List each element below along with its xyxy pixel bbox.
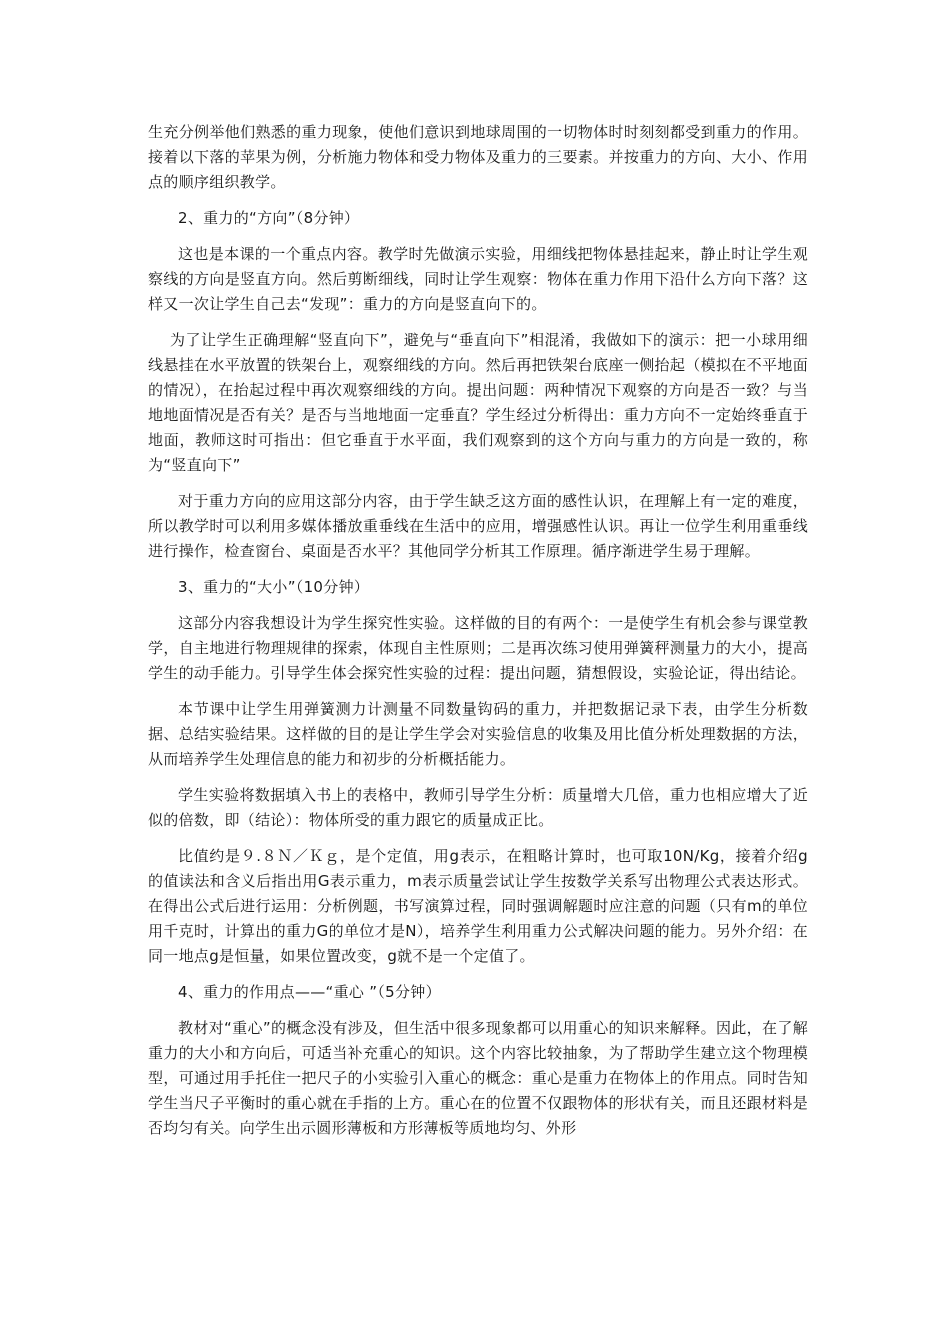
document-body [148,120,808,1152]
section-heading-direction: 2、重力的“方向”（8分钟） [178,209,360,227]
paragraph-data-analysis: 学生实验将数据填入书上的表格中，教师引导学生分析：质量增大几倍，重力也相应增大了近似的倍数，即（结论）：物体所受的重力跟它的质量成正比。 [148,786,808,829]
paragraph-plumb-line: 对于重力方向的应用这部分内容，由于学生缺乏这方面的感性认识，在理解上有一定的难度，所以教学时可以利用多媒体播放重垂线在生活中的应用，增强感性认识。再让一位学生利用重垂线进行操作，检查窗台、桌面是否水平？其他同学分析其工作原理。循序渐进学生易于理解。 [148,492,808,560]
paragraph-vertical-down: 为了让学生正确理解“竖直向下”，避免与“垂直向下”相混淆，我做如下的演示：把一小球用细线悬挂在水平放置的铁架台上，观察细线的方向。然后再把铁架台底座一侧抬起（模拟在不平地面的情况），在抬起过程中再次观察细线的方向。提出问题：两种情况下观察的方向是否一致？与当地地面情况是否有关？是否与当地地面一定垂直？学生经过分析得出：重力方向不一定始终垂直于地面，教师这时可指出：但它垂直于水平面，我们观察到的这个方向与重力的方向是一致的，称为“竖直向下” [148,331,808,474]
paragraph-inquiry-experiment: 这部分内容我想设计为学生探究性实验。这样做的目的有两个：一是使学生有机会参与课堂教学，自主地进行物理规律的探索，体现自主性原则；二是再次练习使用弹簧秤测量力的大小，提高学生的动手能力。引导学生体会探究性实验的过程：提出问题，猜想假设，实验论证，得出结论。 [148,614,808,682]
paragraph-direction-demo: 这也是本课的一个重点内容。教学时先做演示实验，用细线把物体悬挂起来，静止时让学生观察线的方向是竖直方向。然后剪断细线，同时让学生观察：物体在重力作用下沿什么方向下落？这样又一次让学生自己去“发现”：重力的方向是竖直向下的。 [148,245,808,313]
paragraph-ratio-formula: 比值约是９.８Ｎ／Ｋｇ，是个定值，用g表示，在粗略计算时，也可取10N/Kg，接着介绍g的值读法和含义后指出用G表示重力，m表示质量尝试让学生按数学关系写出物理公式表达形式。在得出公式后进行运用：分析例题，书写演算过程，同时强调解题时应注意的问题（只有m的单位用千克时，计算出的重力G的单位才是N），培养学生利用重力公式解决问题的能力。另外介绍：在同一地点g是恒量，如果位置改变，g就不是一个定值了。 [148,847,808,965]
section-heading-magnitude: 3、重力的“大小”（10分钟） [178,578,370,596]
paragraph-spring-scale: 本节课中让学生用弹簧测力计测量不同数量钩码的重力，并把数据记录下表，由学生分析数据、总结实验结果。这样做的目的是让学生学会对实验信息的收集及用比值分析处理数据的方法，从而培养学生处理信息的能力和初步的分析概括能力。 [148,700,808,768]
section-heading-center-of-gravity: 4、重力的作用点——“重心 ”（5分钟） [178,983,441,1001]
paragraph-center-of-gravity: 教材对“重心”的概念没有涉及，但生活中很多现象都可以用重心的知识来解释。因此，在了解重力的大小和方向后，可适当补充重心的知识。这个内容比较抽象，为了帮助学生建立这个物理模型，可通过用手托住一把尺子的小实验引入重心的概念：重心是重力在物体上的作用点。同时告知学生当尺子平衡时的重心就在手指的上方。重心在的位置不仅跟物体的形状有关，而且还跟材料是否均匀有关。向学生出示圆形薄板和方形薄板等质地均匀、外形 [148,1019,808,1137]
paragraph-intro: 生充分例举他们熟悉的重力现象，使他们意识到地球周围的一切物体时时刻刻都受到重力的作用。接着以下落的苹果为例，分析施力物体和受力物体及重力的三要素。并按重力的方向、大小、作用点的顺序组织教学。 [148,123,808,191]
